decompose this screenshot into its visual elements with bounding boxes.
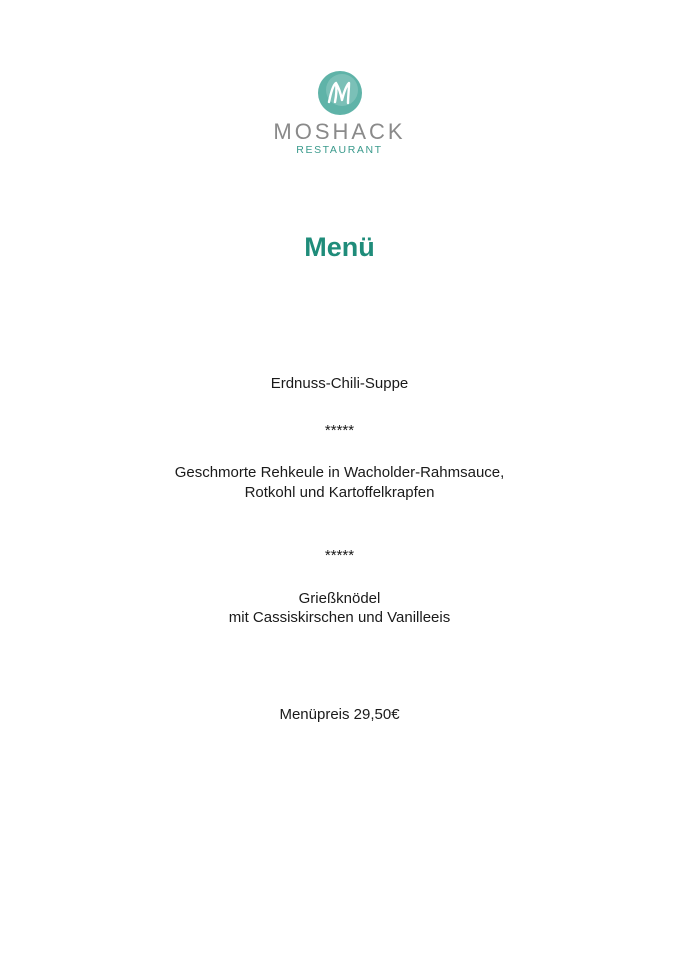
logo-name: MOSHACK (273, 119, 406, 144)
main-dish-line-1: Geschmorte Rehkeule in Wacholder-Rahmsauce, (174, 464, 505, 481)
course-separator-1: ***** (324, 422, 355, 439)
dessert-line-2: mit Cassiskirschen und Vanilleeis (228, 609, 451, 626)
menu-price: Menüpreis 29,50€ (279, 706, 400, 723)
starter-dish: Erdnuss-Chili-Suppe (270, 375, 409, 392)
restaurant-logo (0, 68, 679, 156)
main-dish-line-2: Rotkohl und Kartoffelkrapfen (244, 484, 435, 501)
dessert-line-1: Grießknödel (298, 590, 381, 607)
logo-subtitle: RESTAURANT (296, 144, 383, 156)
course-separator-2: ***** (324, 547, 355, 564)
page-title: Menü (304, 232, 375, 262)
monogram-logo-icon (315, 68, 365, 118)
